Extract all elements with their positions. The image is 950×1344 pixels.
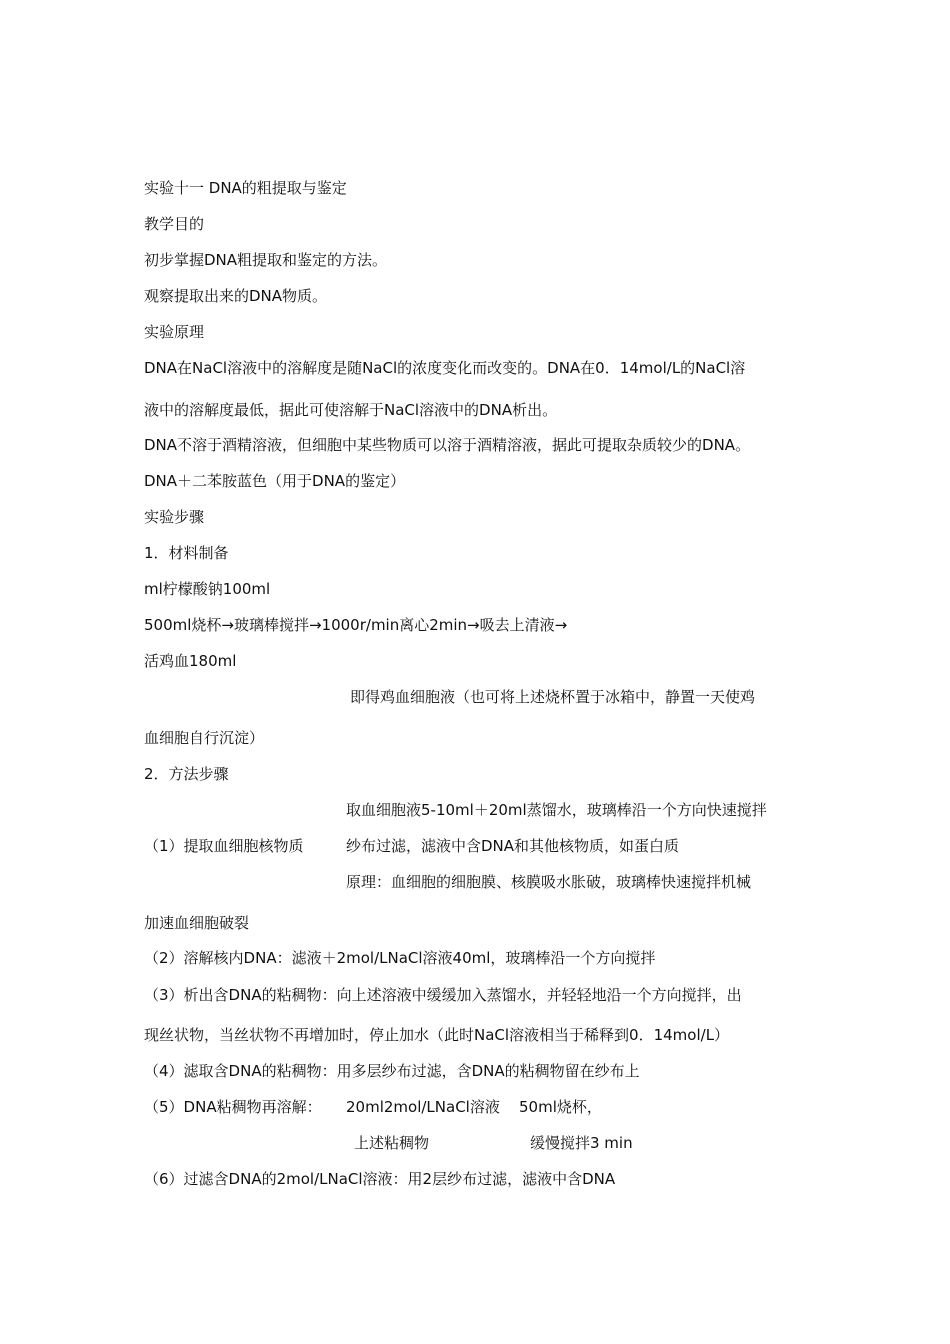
substep5-reagent: 20ml2mol/LNaCl溶液	[346, 1098, 500, 1116]
substep1-detail: 取血细胞液5-10ml＋20ml蒸馏水，玻璃棒沿一个方向快速搅拌	[346, 801, 767, 819]
principle-paragraph-1-cont: 液中的溶解度最低，据此可使溶解于NaCl溶液中的DNA析出。	[144, 401, 558, 419]
principle-heading: 实验原理	[144, 323, 205, 341]
substep2: （2）溶解核内DNA：滤液＋2mol/LNaCl溶液40ml，玻璃棒沿一个方向搅拌	[144, 949, 656, 967]
principle-paragraph-2: DNA不溶于酒精溶液，但细胞中某些物质可以溶于酒精溶液，据此可提取杂质较少的DNA。	[144, 436, 751, 454]
steps-heading: 实验步骤	[144, 508, 205, 526]
substep1-detail: 纱布过滤，滤液中含DNA和其他核物质，如蛋白质	[346, 837, 680, 855]
step2-heading: 2．方法步骤	[144, 765, 229, 783]
page-title: 实验十一 DNA的粗提取与鉴定	[144, 179, 347, 197]
substep3-cont: 现丝状物，当丝状物不再增加时，停止加水（此时NaCl溶液相当于稀释到0．14mol/L）	[144, 1026, 730, 1044]
substep5-material: 上述粘稠物	[354, 1134, 430, 1152]
principle-paragraph-1: DNA在NaCl溶液中的溶解度是随NaCl的浓度变化而改变的。DNA在0．14mol/L的NaCl溶	[144, 359, 746, 377]
substep5-action: 缓慢搅拌3 min	[530, 1134, 633, 1152]
substep5-label: （5）DNA粘稠物再溶解：	[144, 1098, 322, 1116]
step1-line: 血细胞自行沉淀）	[144, 729, 265, 747]
substep3: （3）析出含DNA的粘稠物：向上述溶液中缓缓加入蒸馏水，并轻轻地沿一个方向搅拌，出	[144, 986, 742, 1004]
objective-item: 观察提取出来的DNA物质。	[144, 287, 328, 305]
substep6: （6）过滤含DNA的2mol/LNaCl溶液：用2层纱布过滤，滤液中含DNA	[144, 1170, 616, 1188]
objective-item: 初步掌握DNA粗提取和鉴定的方法。	[144, 251, 388, 269]
substep1-detail: 原理：血细胞的细胞膜、核膜吸水胀破，玻璃棒快速搅拌机械	[346, 873, 752, 891]
step1-line: 活鸡血180ml	[144, 652, 237, 670]
step1-heading: 1．材料制备	[144, 544, 229, 562]
substep1-label: （1）提取血细胞核物质	[144, 837, 304, 855]
principle-paragraph-3: DNA＋二苯胺蓝色（用于DNA的鉴定）	[144, 472, 406, 490]
substep1-cont: 加速血细胞破裂	[144, 914, 250, 932]
step1-line: 即得鸡血细胞液（也可将上述烧杯置于冰箱中，静置一天使鸡	[350, 688, 756, 706]
objectives-heading: 教学目的	[144, 215, 205, 233]
substep4: （4）滤取含DNA的粘稠物：用多层纱布过滤，含DNA的粘稠物留在纱布上	[144, 1062, 640, 1080]
substep5-vessel: 50ml烧杯，	[519, 1098, 602, 1116]
step1-line: ml柠檬酸钠100ml	[144, 580, 271, 598]
step1-line: 500ml烧杯→玻璃棒搅拌→1000r/min离心2min→吸去上清液→	[144, 616, 568, 634]
